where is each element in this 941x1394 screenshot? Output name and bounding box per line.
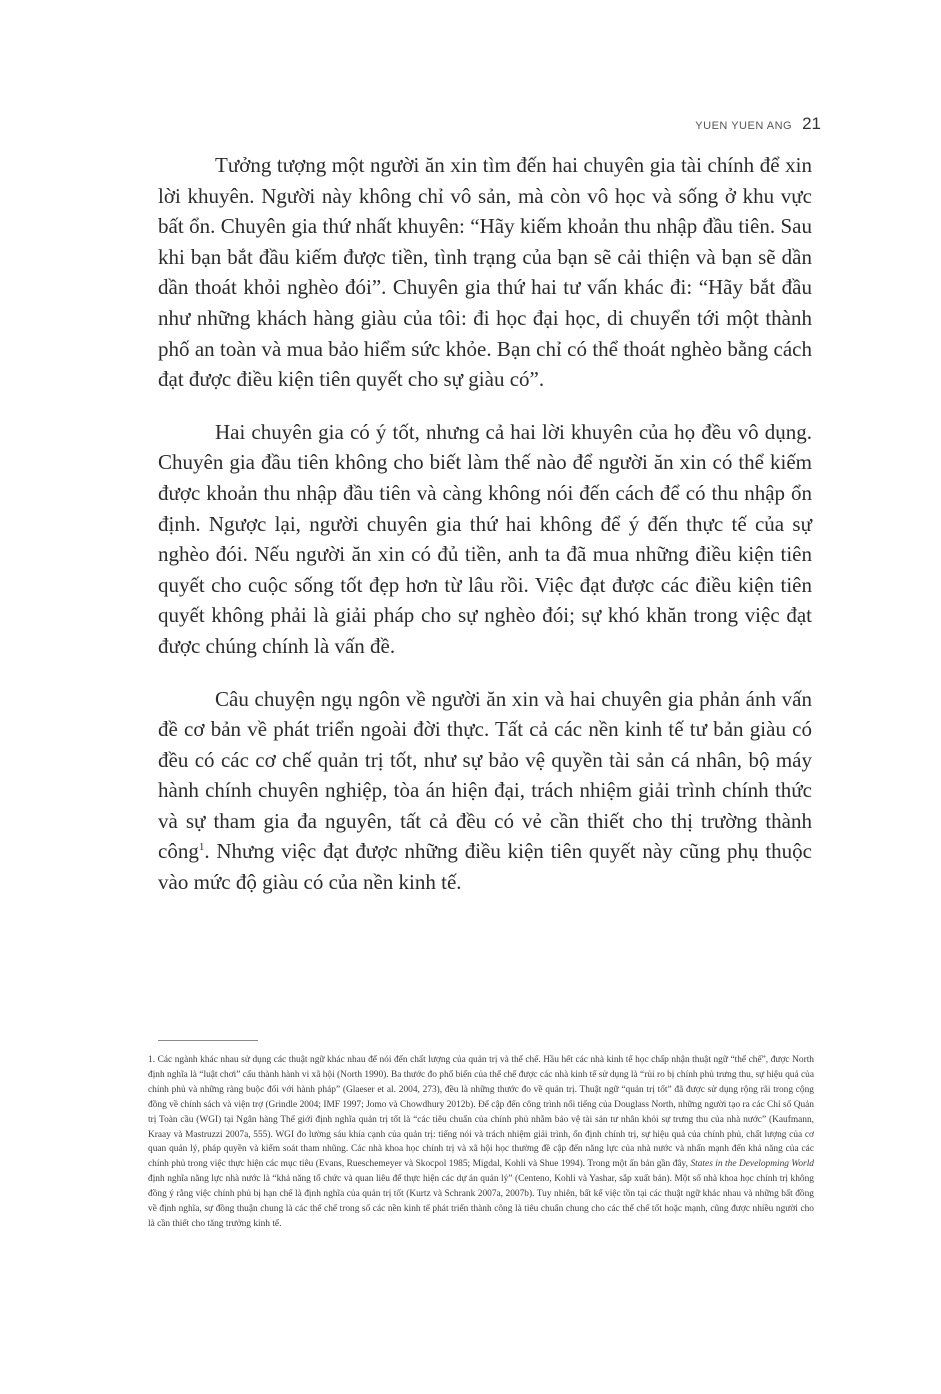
running-header-author: YUEN YUEN ANG: [695, 120, 793, 132]
page-number: 21: [802, 114, 821, 133]
footnote-divider: [158, 1040, 258, 1041]
footnote-text-b: định nghĩa năng lực nhà nước là “khả năng tổ chức và quan liêu để thực hiện các dự án quản lý” (Centeno, Kohli và Yashar, sắp xuất bản). Một số nhà khoa học chính trị không đồng ý rằng việc chính phủ bị hạn chế là định nghĩa của quản trị tốt (Kurtz và Schrank 2007a, 2007b). Tuy nhiên, bất kể việc tồn tại các thuật ngữ khác nhau và những bất đồng về định nghĩa, sự đồng thuận chung là các thể chế trong số các nền kinh tế phát triển thành công là tiêu chuẩn chung cho các thể chế tốt hoặc mạnh, cũng được nhiều người cho là cần thiết cho tăng trưởng kinh tế.: [148, 1174, 814, 1229]
footnote-book-title: States in the Developming World: [690, 1159, 814, 1170]
paragraph-2: Hai chuyên gia có ý tốt, nhưng cả hai lời khuyên của họ đều vô dụng. Chuyên gia đầu tiên không cho biết làm thế nào để người ăn xin có thể kiếm được khoản thu nhập đầu tiên và càng không nói đến cách để có thu nhập ổn định. Ngược lại, người chuyên gia thứ hai không để ý đến thực tế của sự nghèo đói. Nếu người ăn xin có đủ tiền, anh ta đã mua những điều kiện tiên quyết cho cuộc sống tốt đẹp hơn từ lâu rồi. Việc đạt được các điều kiện tiên quyết không phải là giải pháp cho sự nghèo đói; sự khó khăn trong việc đạt được chúng chính là vấn đề.: [158, 419, 812, 658]
paragraph-3-text-b: . Nhưng việc đạt được những điều kiện tiên quyết này cũng phụ thuộc vào mức độ giàu có của nền kinh tế.: [158, 839, 812, 895]
footnote-reference: 1: [198, 841, 205, 854]
running-header: [695, 114, 821, 134]
paragraph-1: Tưởng tượng một người ăn xin tìm đến hai chuyên gia tài chính để xin lời khuyên. Người này không chỉ vô sản, mà còn vô học và sống ở khu vực bất ổn. Chuyên gia thứ nhất khuyên: “Hãy kiếm khoản thu nhập đầu tiên. Sau khi bạn bắt đầu kiếm được tiền, tình trạng của bạn sẽ cải thiện và bạn sẽ dần dần thoát khỏi nghèo đói”. Chuyên gia thứ hai tư vấn khác đi: “Hãy bắt đầu như những khách hàng giàu của tôi: đi học đại học, di chuyển tới một thành phố an toàn và mua bảo hiểm sức khỏe. Bạn chỉ có thể thoát nghèo bằng cách đạt được điều kiện tiên quyết cho sự giàu có”.: [158, 153, 812, 392]
paragraph-3-text-a: Câu chuyện ngụ ngôn về người ăn xin và hai chuyên gia phản ánh vấn đề cơ bản về phát triển ngoài đời thực. Tất cả các nền kinh tế tư bản giàu có đều có các cơ chế quản trị tốt, như sự bảo vệ quyền tài sản cá nhân, bộ máy hành chính chuyên nghiệp, tòa án hiện đại, trách nhiệm giải trình chính thức và sự tham gia đa nguyên, tất cả đều có vẻ cần thiết cho thị trường thành công: [158, 686, 812, 864]
footnote-1: [148, 1053, 814, 1232]
body-text: [158, 150, 812, 920]
footnote-text-a: 1. Các ngành khác nhau sử dụng các thuật ngữ khác nhau để nói đến chất lượng của quản trị và thể chế. Hầu hết các nhà kinh tế học chấp nhận thuật ngữ “thể chế”, được North định nghĩa là “luật chơi” cấu thành hành vi xã hội (North 1990). Ba thước đo phổ biến của thể chế được các nhà kinh tế sử dụng là “rủi ro bị chính phủ trưng thu, sự hiệu quả của chính phủ và những ràng buộc đối với hành pháp” (Glaeser et al. 2004, 273), đều là những thước đo về quản trị. Thuật ngữ “quản trị tốt” đã được sử dụng rộng rãi trong cộng đồng về chính sách và viện trợ (Grindle 2004; IMF 1997; Jomo và Chowdhury 2012b). Để cập đến công trình nổi tiếng của Douglass North, những người tạo ra các Chỉ số Quản trị Toàn cầu (WGI) tại Ngân hàng Thế giới định nghĩa quản trị tốt là “các tiêu chuẩn của chính phủ nhằm bảo vệ tài sản tư nhân khỏi sự trưng thu của nhà nước” (Kaufmann, Kraay và Mastruzzi 2007a, 555). WGI đo lường sáu khía cạnh của quản trị: tiếng nói và trách nhiệm giải trình, ổn định chính trị, sự hiệu quả của chính phủ, chất lượng của cơ quan quản lý, pháp quyền và kiểm soát tham nhũng. Các nhà khoa học chính trị và xã hội học thường đề cập đến năng lực của nhà nước và nhấn mạnh đến khả năng của các chính phủ trong việc thực hiện các mục tiêu (Evans, Rueschemeyer và Skocpol 1985; Migdal, Kohli và Shue 1994). Trong một ấn bản gần đây,: [148, 1055, 814, 1170]
paragraph-3: [158, 684, 812, 898]
footnote: [148, 1053, 814, 1232]
